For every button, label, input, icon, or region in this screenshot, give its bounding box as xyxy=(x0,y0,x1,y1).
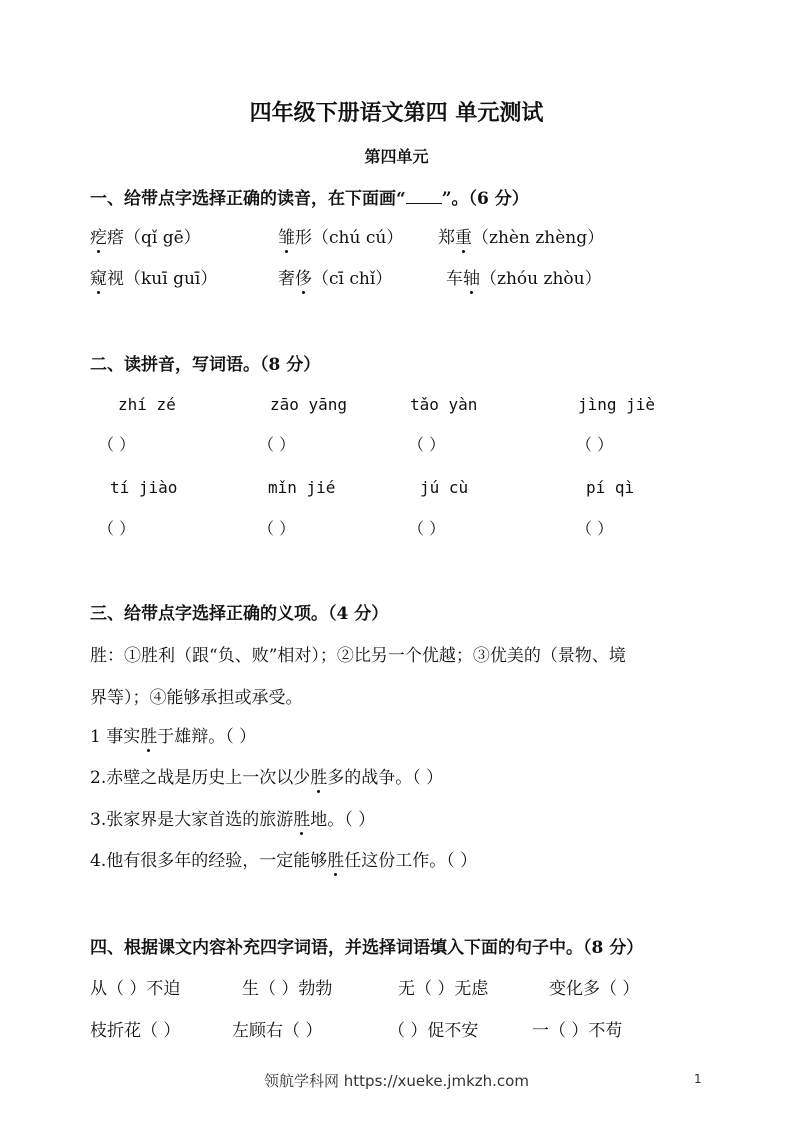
section1-row2-item3: 车轴（zhóu zhòu） xyxy=(446,264,602,289)
idiom-blank: 枝折花（ ） xyxy=(90,1021,181,1041)
pinyin: jú cù xyxy=(420,478,469,497)
idiom-blank: 一（ ）不苟 xyxy=(532,1021,623,1041)
dotted-char: 疙 xyxy=(90,223,107,248)
dotted-char: 胜 xyxy=(327,846,344,871)
answer-blank: （ ） xyxy=(576,519,614,538)
dotted-char: 重 xyxy=(455,223,472,248)
section1-heading-post: ”。（6 分） xyxy=(441,189,529,209)
idiom-blank: 从（ ）不迫 xyxy=(90,979,181,999)
dotted-char: 雏 xyxy=(278,223,295,248)
dotted-char: 胜 xyxy=(293,805,310,830)
section2-heading: 二、读拼音，写词语。（8 分） xyxy=(90,355,321,375)
answer-blank: （ ） xyxy=(258,435,296,454)
section4-heading: 四、根据课文内容补充四字词语，并选择词语填入下面的句子中。（8 分） xyxy=(90,938,644,958)
section1-row1-item2: 雏形（chú cú） xyxy=(278,223,403,248)
section1-row1-item3: 郑重（zhèn zhèng） xyxy=(438,223,604,248)
idiom-blank: 生（ ）勃勃 xyxy=(242,979,333,999)
page-number: 1 xyxy=(694,1072,702,1086)
idiom-blank: 无（ ）无虑 xyxy=(398,979,489,999)
answer-blank: （ ） xyxy=(98,519,136,538)
section1-row2-item2: 奢侈（cī chǐ） xyxy=(278,264,392,289)
answer-blank: （ ） xyxy=(258,519,296,538)
question-item: 2.赤壁之战是历史上一次以少胜多的战争。（ ） xyxy=(90,763,443,788)
question-item: 1 事实胜于雄辩。（ ） xyxy=(90,722,256,747)
dotted-char: 胜 xyxy=(140,722,157,747)
page-title: 四年级下册语文第四 单元测试 xyxy=(249,100,544,126)
answer-blank: （ ） xyxy=(98,435,136,454)
section3-heading: 三、给带点字选择正确的义项。（4 分） xyxy=(90,604,389,624)
dotted-char: 侈 xyxy=(295,264,312,289)
idiom-blank: 左顾右（ ） xyxy=(232,1021,323,1041)
page-subtitle: 第四单元 xyxy=(364,147,429,166)
section1-row1-item1: 疙瘩（qǐ gē） xyxy=(90,223,201,248)
pinyin: jìng jiè xyxy=(578,395,656,414)
answer-blank: （ ） xyxy=(576,435,614,454)
definition-line: 胜：①胜利（跟“负、败”相对）；②比另一个优越；③优美的（景物、境 xyxy=(90,646,626,666)
question-item: 4.他有很多年的经验，一定能够胜任这份工作。（ ） xyxy=(90,846,477,871)
pinyin: tí jiào xyxy=(110,478,178,497)
question-item: 3.张家界是大家首选的旅游胜地。（ ） xyxy=(90,805,375,830)
answer-blank: （ ） xyxy=(408,435,446,454)
definition-line: 界等）；④能够承担或承受。 xyxy=(90,688,303,708)
pinyin: tǎo yàn xyxy=(410,395,478,414)
pinyin: pí qì xyxy=(586,478,635,497)
underline-blank xyxy=(406,189,442,204)
dotted-char: 窥 xyxy=(90,264,107,289)
dotted-char: 轴 xyxy=(463,264,480,289)
answer-blank: （ ） xyxy=(408,519,446,538)
pinyin: zhí zé xyxy=(118,395,176,414)
footer-text: 领航学科网 https://xueke.jmkzh.com xyxy=(264,1072,529,1090)
idiom-blank: 变化多（ ） xyxy=(549,979,640,999)
pinyin: zāo yāng xyxy=(270,395,348,414)
pinyin: mǐn jié xyxy=(268,478,336,497)
dotted-char: 胜 xyxy=(310,763,327,788)
idiom-blank: （ ）促不安 xyxy=(388,1021,479,1041)
section1-row2-item1: 窥视（kuī guī） xyxy=(90,264,217,289)
section1-heading-pre: 一、给带点字选择正确的读音，在下面画“ xyxy=(90,189,406,209)
section1-heading xyxy=(90,184,529,209)
